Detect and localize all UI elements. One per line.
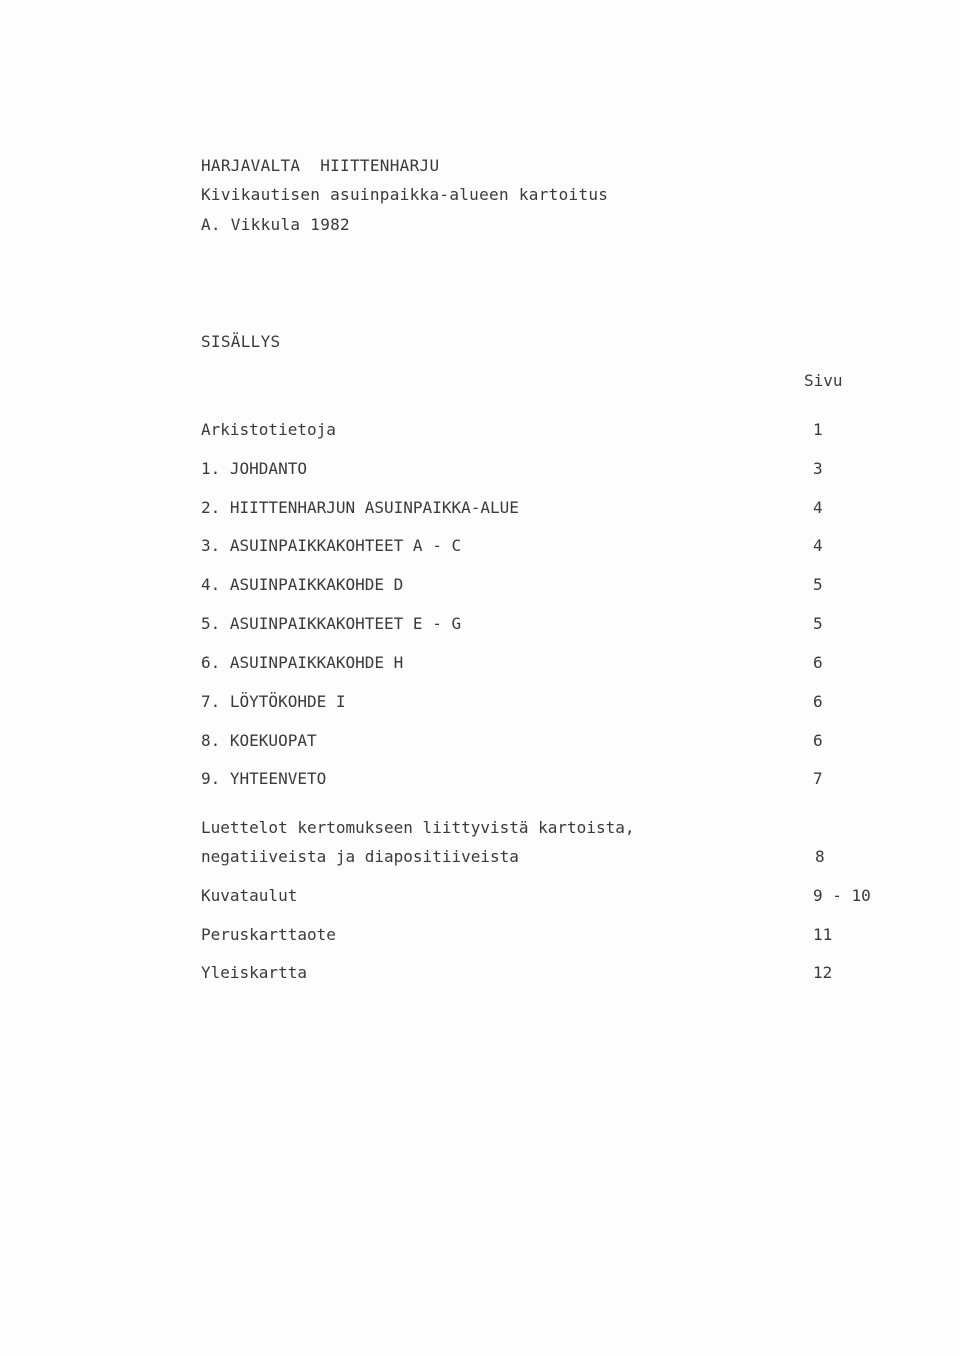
toc-entry — [201, 498, 881, 518]
toc-entry — [201, 769, 881, 789]
toc-entry-page: 6 — [813, 653, 823, 672]
toc-entry — [201, 963, 881, 983]
toc-entry-appendix — [201, 818, 881, 868]
toc-entry-page: 3 — [813, 459, 823, 478]
toc-entry — [201, 886, 881, 906]
toc-entry — [201, 653, 881, 673]
toc-entry — [201, 536, 881, 556]
toc-entry — [201, 575, 881, 595]
toc-entry — [201, 925, 881, 945]
toc-entry-label: 1. JOHDANTO — [201, 459, 307, 478]
toc-entry-label-line1: Luettelot kertomukseen liittyvistä kartoista, — [201, 818, 635, 837]
toc-title: SISÄLLYS — [201, 332, 281, 351]
toc-entry-page: 4 — [813, 498, 823, 517]
toc-entry-label: 7. LÖYTÖKOHDE I — [201, 692, 346, 711]
toc-entry-label: 6. ASUINPAIKKAKOHDE H — [201, 653, 404, 672]
toc-entry-page: 1 — [813, 420, 823, 439]
toc-entry — [201, 420, 881, 440]
toc-entry-page: 8 — [815, 847, 825, 866]
toc-entry — [201, 731, 881, 751]
toc-entry-label: Yleiskartta — [201, 963, 307, 982]
toc-entry-label-line2: negatiiveista ja diapositiiveista — [201, 847, 519, 866]
header-author-year: A. Vikkula 1982 — [201, 215, 350, 234]
header-title: HARJAVALTA HIITTENHARJU — [201, 156, 440, 175]
toc-entry-label: Kuvataulut — [201, 886, 298, 905]
toc-entry-label: 9. YHTEENVETO — [201, 769, 327, 788]
toc-entry-page: 6 — [813, 692, 823, 711]
toc-entry-label: 8. KOEKUOPAT — [201, 731, 317, 750]
toc-entry-page: 11 — [813, 925, 833, 944]
toc-entry-label: 3. ASUINPAIKKAKOHTEET A - C — [201, 536, 462, 555]
page-column-label: Sivu — [804, 371, 843, 390]
toc-entry-page: 5 — [813, 575, 823, 594]
toc-entry-label: Peruskarttaote — [201, 925, 336, 944]
toc-entry-page: 6 — [813, 731, 823, 750]
toc-entry-page: 12 — [813, 963, 833, 982]
toc-entry-label: Arkistotietoja — [201, 420, 336, 439]
toc-entry-label: 5. ASUINPAIKKAKOHTEET E - G — [201, 614, 462, 633]
toc-entry-page: 7 — [813, 769, 823, 788]
header-subtitle: Kivikautisen asuinpaikka-alueen kartoitus — [201, 185, 609, 204]
toc-entry-page: 5 — [813, 614, 823, 633]
toc-entry-page: 4 — [813, 536, 823, 555]
toc-entry-label: 4. ASUINPAIKKAKOHDE D — [201, 575, 404, 594]
toc-entry — [201, 459, 881, 479]
toc-entry-label: 2. HIITTENHARJUN ASUINPAIKKA-ALUE — [201, 498, 519, 517]
toc-entry — [201, 614, 881, 634]
toc-entry-page: 9 - 10 — [813, 886, 871, 905]
toc-entry — [201, 692, 881, 712]
